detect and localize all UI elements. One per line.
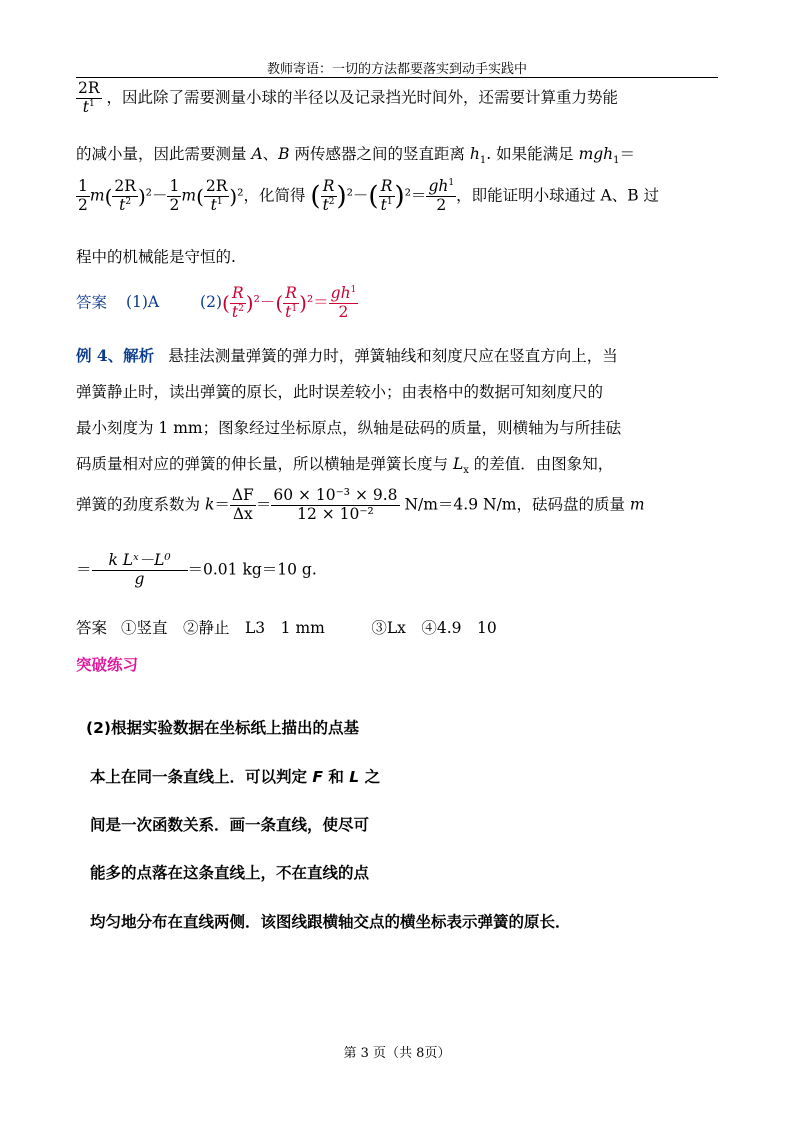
fraction-half: $\frac{1}{2}$ bbox=[78, 177, 88, 214]
fraction-gh-2: $\frac{gh^1}{2}$ bbox=[428, 177, 455, 214]
practice-title: 突破练习 bbox=[76, 655, 139, 674]
example-4-line-6: ＝ $\frac{\text{k Lˣ－L⁰}}{g}$ ＝0.01 kg＝10 g. bbox=[76, 551, 317, 588]
fraction-df-dx: $\frac{\Delta F}{\Delta x}$ bbox=[231, 486, 254, 523]
practice-line-5: 均匀地分布在直线两侧．该图线跟横轴交点的横坐标表示弹簧的原长． bbox=[90, 913, 571, 931]
sub: 1 bbox=[613, 155, 620, 167]
para-2-text-b: 两传感器之间的竖直距离 bbox=[289, 145, 470, 163]
frac-den: $t^1$ bbox=[76, 98, 102, 117]
answer-2-text: ①竖直 ②静止 L3 1 mm ③Lx ④4.9 10 bbox=[121, 619, 497, 637]
var-h: h bbox=[469, 145, 480, 163]
para-1-text: ，因此除了需要测量小球的半径以及记录挡光时间外，还需要计算重力势能 bbox=[106, 88, 618, 107]
header-rule bbox=[76, 77, 718, 78]
practice-line-4: 能多的点落在这条直线上，不在直线的点 bbox=[90, 864, 370, 882]
frac-num: 2R bbox=[78, 79, 100, 97]
var-b: B bbox=[278, 145, 290, 163]
para-4: 程中的机械能是守恒的. bbox=[76, 248, 236, 266]
practice-line-1: (2)根据实验数据在坐标纸上描出的点基 bbox=[86, 719, 359, 737]
fraction-r-t2: $\frac{R}{t^2}$ bbox=[322, 177, 335, 214]
example-4-line-5: 弹簧的劲度系数为 k＝ $\frac{\Delta F}{\Delta x}$ ＝ $\frac{\text{60 × 10⁻³ × 9.8}}{\text{12 × 10⁻²}}$ N/m＝4.9 N/m，砝码盘的质量 m bbox=[76, 486, 645, 523]
page-header: 教师寄语：一切的方法都要落实到动手实践中 bbox=[266, 62, 527, 77]
fraction-numeric: $\frac{\text{60 × 10⁻³ × 9.8}}{\text{12 × 10⁻²}}$ bbox=[273, 486, 398, 523]
example-4-line-4: 码质量相对应的弹簧的伸长量，所以横轴是弹簧长度与 $L_x$ 的差值．由图象知， bbox=[76, 455, 614, 477]
sep: 、 bbox=[262, 145, 279, 163]
para-2-text-a: 的减小量，因此需要测量 bbox=[76, 145, 252, 163]
fraction-mass: $\frac{\text{k Lˣ－L⁰}}{g}$ bbox=[92, 552, 188, 589]
var-a: A bbox=[251, 145, 263, 163]
sub: 1 bbox=[479, 155, 487, 167]
var-mgh: mgh bbox=[578, 145, 614, 163]
answer-2 bbox=[76, 616, 497, 638]
para-3: $\frac{1}{2}$ m( $\frac{2R}{t^2}$ )²－ $\frac{1}{2}$ m( $\frac{2R}{t^1}$ )²，化简得 ( $\frac{R}{t^2}$ )²－( $\frac{R}{t^1}$ )²＝ $\frac{gh^1}{2}$ ，即能证明小球通过 A、B 过 bbox=[78, 177, 660, 214]
answer-1-label: 答案 bbox=[76, 293, 108, 312]
var-m: m bbox=[89, 186, 105, 205]
answer-1-part2: (2) bbox=[200, 293, 223, 312]
answer-1 bbox=[76, 285, 358, 322]
fraction-2r-t2: $\frac{2R}{t^2}$ bbox=[114, 177, 136, 214]
example-4-label: 例 4、解析 bbox=[76, 346, 155, 365]
minus: － bbox=[151, 186, 168, 205]
sup: 1 bbox=[89, 98, 95, 109]
answer-1-part1: (1)A bbox=[125, 293, 160, 312]
para-1 bbox=[76, 80, 618, 117]
page-footer: 第 3 页（共 8页） bbox=[343, 1046, 451, 1061]
example-4-line-3: 最小刻度为 1 mm；图象经过坐标原点，纵轴是砝码的质量，则横轴为与所挂砝 bbox=[76, 419, 622, 437]
example-4-line-1: 例 4、解析 悬挂法测量弹簧的弹力时，弹簧轴线和刻度尺应在竖直方向上，当 bbox=[76, 346, 618, 365]
answer-1-formula: ( $\frac{R}{t^2}$ )²－( $\frac{R}{t^1}$ )²＝ $\frac{gh^1}{2}$ bbox=[222, 284, 357, 321]
example-4-line-2: 弹簧静止时，读出弹簧的原长，此时误差较小；由表格中的数据可知刻度尺的 bbox=[76, 383, 604, 401]
fraction-2r-t1-b: $\frac{2R}{t^1}$ bbox=[205, 177, 228, 214]
equals: ＝ bbox=[619, 145, 636, 163]
para-3-tail: ，即能证明小球通过 A、B 过 bbox=[456, 186, 660, 205]
para-2 bbox=[76, 142, 635, 166]
fraction-2r-t1 bbox=[76, 80, 102, 117]
practice-line-3: 间是一次函数关系．画一条直线，使尽可 bbox=[90, 816, 370, 834]
practice-line-2: 本上在同一条直线上．可以判定 F 和 L 之 bbox=[90, 768, 381, 786]
answer-2-label: 答案 bbox=[76, 619, 108, 637]
fraction-r-t1: $\frac{R}{t^1}$ bbox=[380, 177, 393, 214]
simplify-text: ，化简得 bbox=[243, 186, 306, 205]
fraction-half-2: $\frac{1}{2}$ bbox=[169, 177, 180, 214]
para-2-text-c: . 如果能满足 bbox=[486, 145, 579, 163]
